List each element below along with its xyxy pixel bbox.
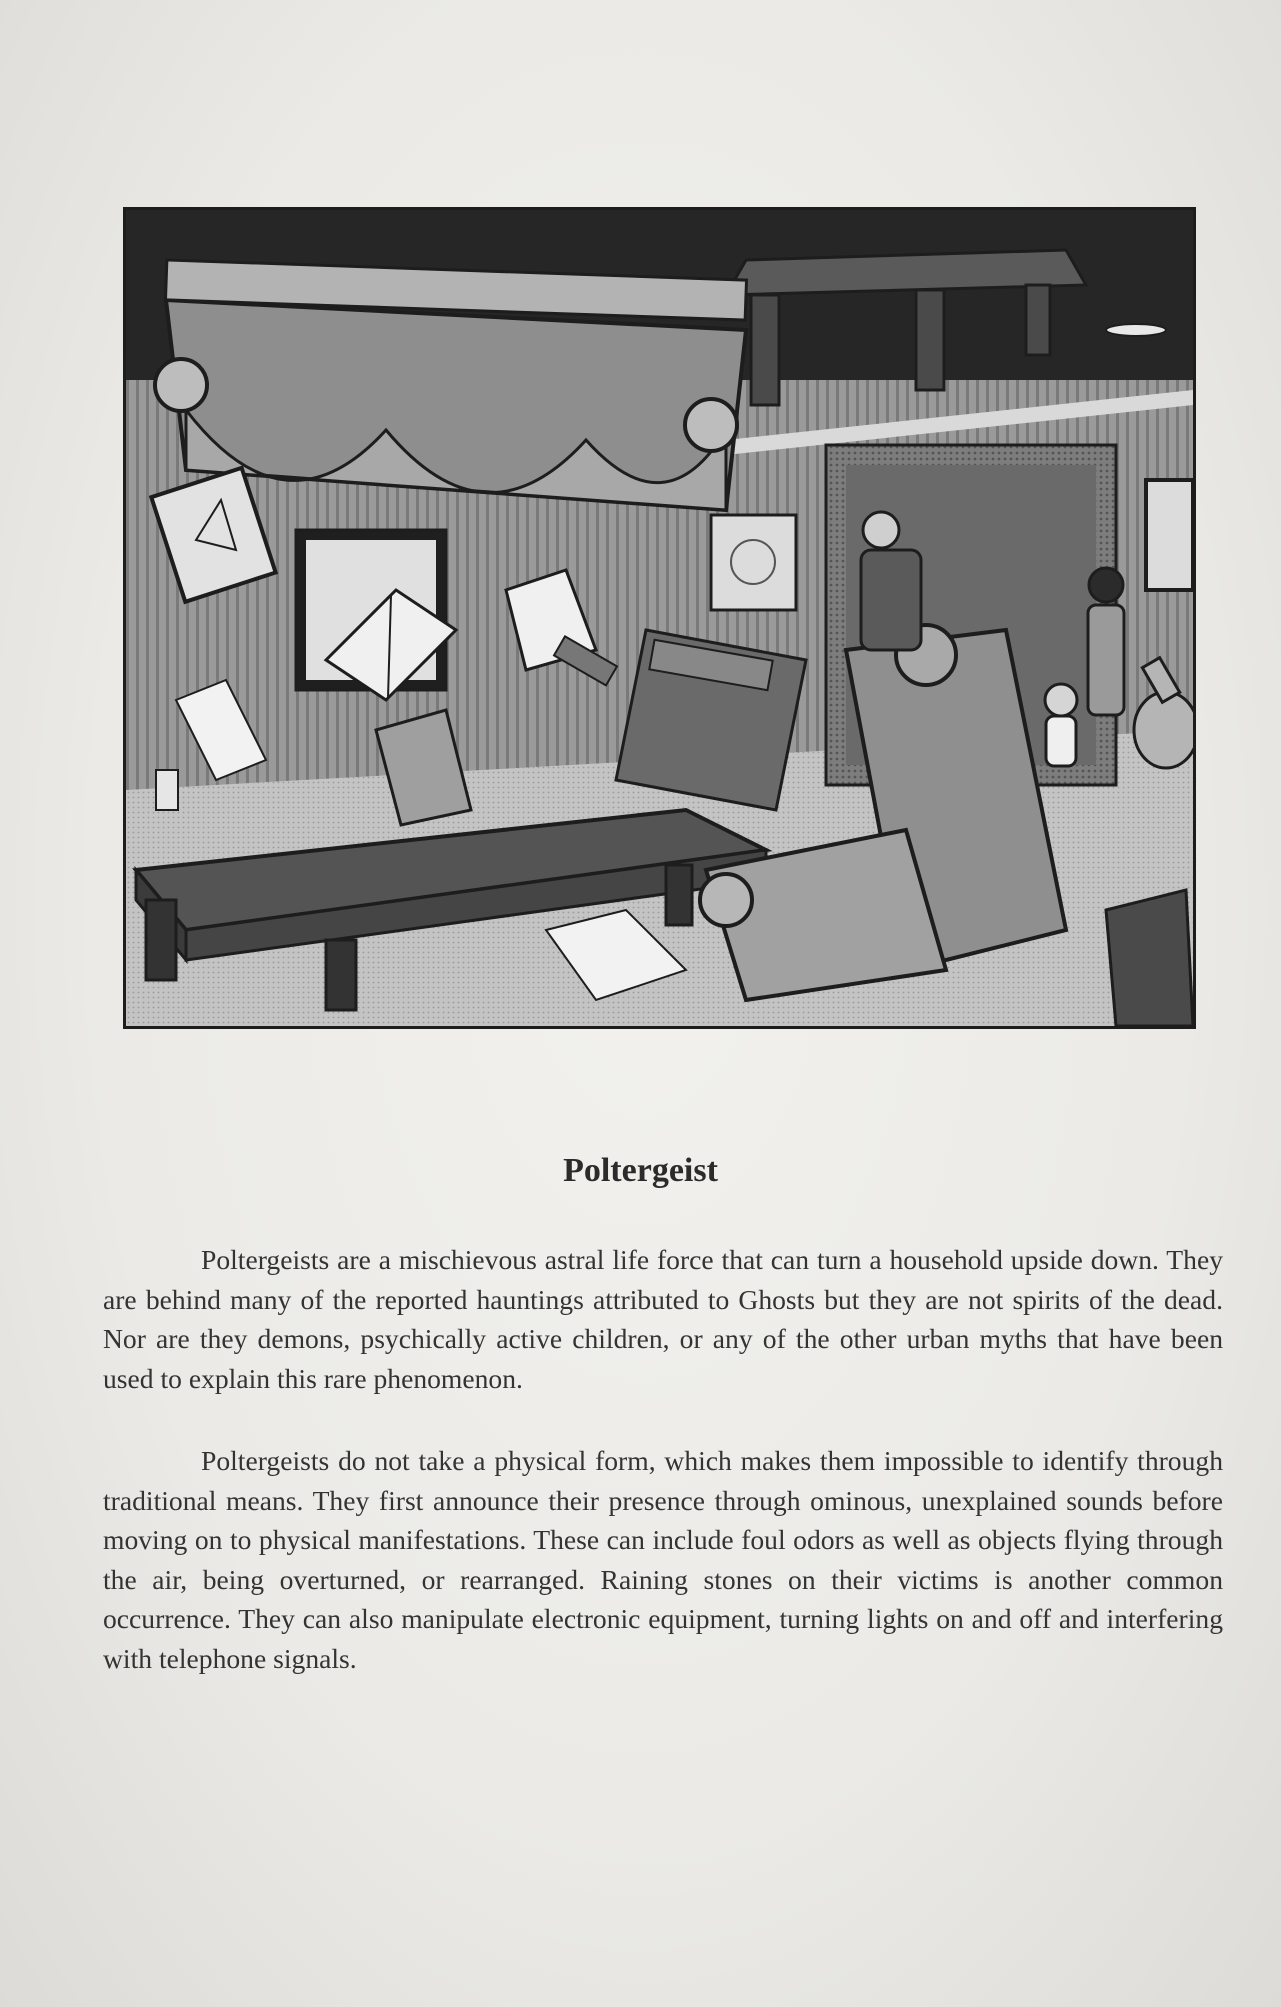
paragraph-2: Poltergeists do not take a physical form, which makes them impossible to identify through traditional means. They first announce their presence through ominous, unexplained sounds before moving on to physical manifestations. These can include foul odors as well as objects flying through the air, being overturned, or rearranged. Raining stones on their victims is another common occurrence. They can also manipulate electronic equipment, turning lights on and off and interfering with telephone signals. xyxy=(103,1445,1223,1674)
abstract-painting xyxy=(711,515,796,610)
paragraph-1: Poltergeists are a mischievous astral life force that can turn a household upside down. They are behind many of the reported hauntings attributed to Ghosts but they are not spirits of the dead. Nor are they demons, psychically active children, or any of the other urban myths that have been used to explain this rare phenomenon. xyxy=(103,1244,1223,1394)
ceiling-light xyxy=(1106,324,1166,336)
floor-object-right xyxy=(1106,890,1193,1026)
tipped-side-table xyxy=(616,630,806,810)
wall-mirror xyxy=(1146,480,1193,590)
poltergeist-illustration xyxy=(123,207,1196,1029)
illustration-scene xyxy=(126,210,1193,1026)
article-title: Poltergeist xyxy=(563,1152,718,1189)
wall-outlet xyxy=(156,770,178,810)
